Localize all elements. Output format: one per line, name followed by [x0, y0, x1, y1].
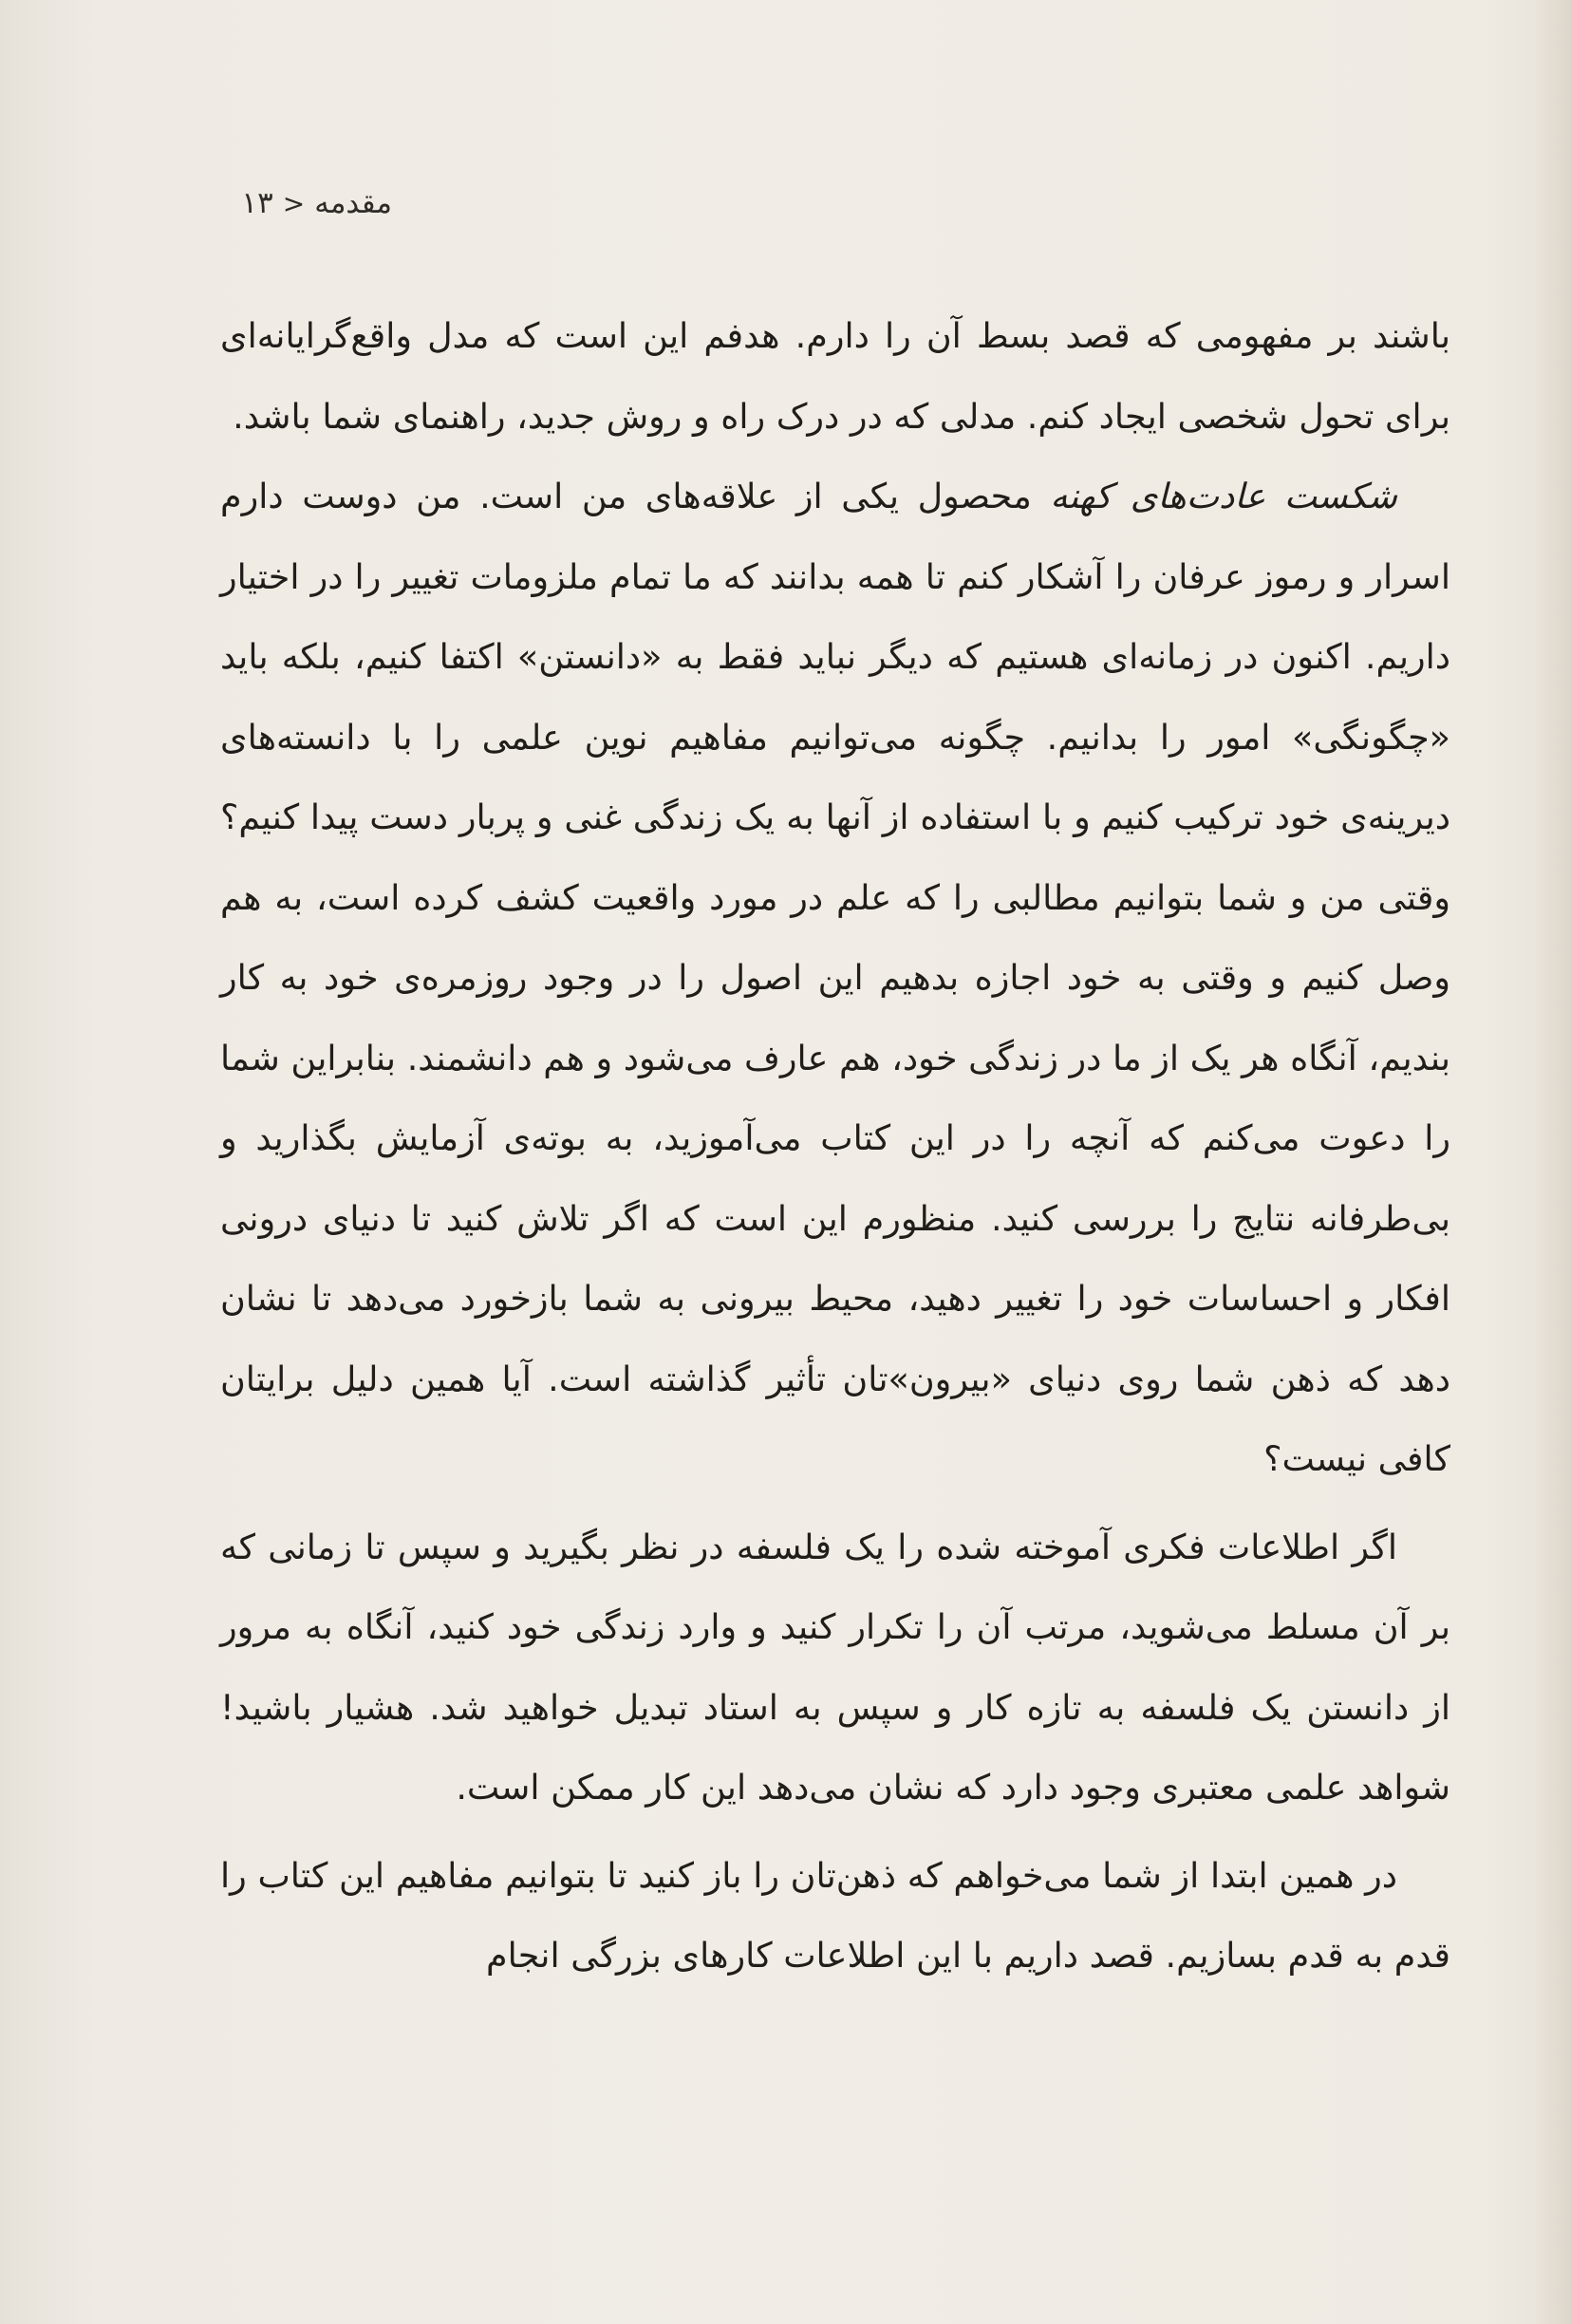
paragraph-1-text: باشند بر مفهومی که قصد بسط آن را دارم. هدفم این است که مدل واقع‌گرایانه‌ای برای تحول شخصی ایجاد کنم. مدلی که در درک راه و روش جدید، راهنمای شما باشد.: [220, 315, 1450, 437]
paragraph-4: [220, 1836, 1450, 1996]
page-edge-shadow: [1536, 0, 1571, 2324]
paragraph-2: [220, 457, 1450, 1500]
chevron-marker-icon: <: [282, 188, 306, 219]
paragraph-2-text: محصول یکی از علاقه‌های من است. من دوست دارم اسرار و رموز عرفان را آشکار کنم تا همه بدانند که ما تمام ملزومات تغییر را در اختیار داریم. اکنون در زمانه‌ای هستیم که دیگر نباید فقط به «دانستن» اکتفا کنیم، بلکه باید «چگونگی» امور را بدانیم. چگونه می‌توانیم مفاهیم نوین علمی را با دانسته‌های دیرینه‌ی خود ترکیب کنیم و با استفاده از آنها به یک زندگی غنی و پربار دست پیدا کنیم؟ وقتی من و شما بتوانیم مطالبی را که علم در مورد واقعیت کشف کرده است، به هم وصل کنیم و وقتی به خود اجازه بدهیم این اصول را در وجود روزمره‌ی خود به کار بندیم، آنگاه هر یک از ما در زندگی خود، هم عارف می‌شود و هم دانشمند. بنابراین شما را دعوت می‌کنم که آنچه را در این کتاب می‌آموزید، به بوته‌ی آزمایش بگذارید و بی‌طرفانه نتایج را بررسی کنید. منظورم این است که اگر تلاش کنید تا دنیای درونی افکار و احساسات خود را تغییر دهید، محیط بیرونی به شما بازخورد می‌دهد تا نشان دهد که ذهن شما روی دنیای «بیرون»تان تأثیر گذاشته است. آیا همین دلیل برایتان کافی نیست؟: [220, 476, 1450, 1479]
running-head-title: مقدمه: [314, 186, 392, 220]
body-text: [220, 296, 1450, 1996]
page-number: ۱۳: [241, 186, 273, 220]
paragraph-1: [220, 296, 1450, 457]
paragraph-3-text: اگر اطلاعات فکری آموخته شده را یک فلسفه در نظر بگیرید و سپس تا زمانی که بر آن مسلط می‌شوید، مرتب آن را تکرار کنید و وارد زندگی خود کنید، آنگاه به مرور از دانستن یک فلسفه به تازه کار و سپس به استاد تبدیل خواهید شد. هشیار باشید! شواهد علمی معتبری وجود دارد که نشان می‌دهد این کار ممکن است.: [220, 1526, 1450, 1808]
running-head: [241, 186, 392, 220]
book-title-emphasis: شکست عادت‌های کهنه: [1050, 476, 1398, 516]
paragraph-4-text: در همین ابتدا از شما می‌خواهم که ذهن‌تان را باز کنید تا بتوانیم مفاهیم این کتاب را قدم به قدم بسازیم. قصد داریم با این اطلاعات کارهای بزرگی انجام: [220, 1854, 1450, 1976]
paragraph-3: [220, 1508, 1450, 1828]
